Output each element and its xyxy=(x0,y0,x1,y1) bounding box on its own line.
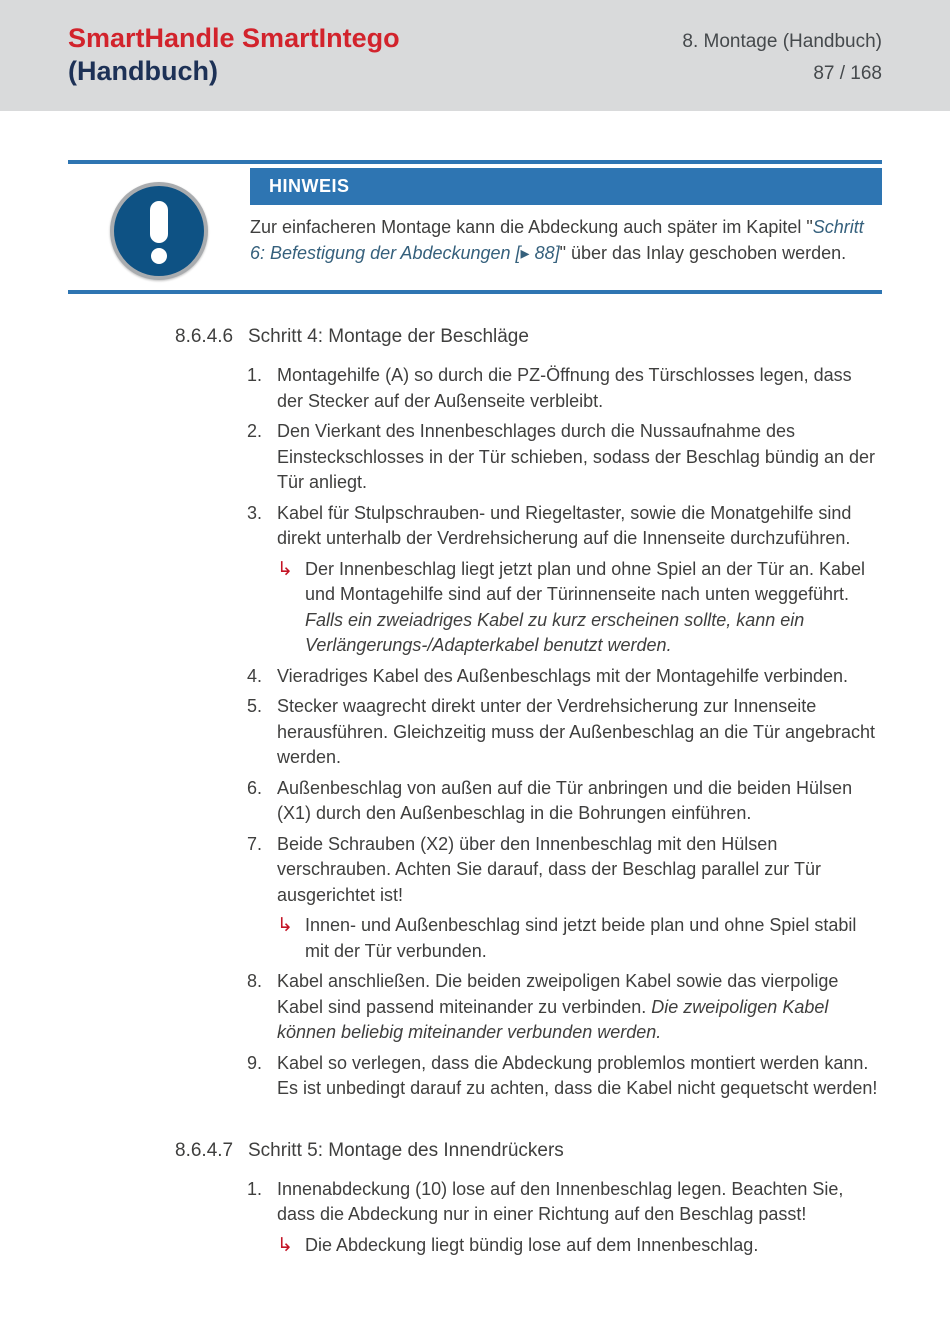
section-8.6.4.6 xyxy=(175,324,882,1102)
step-marker: 5. xyxy=(247,696,263,716)
step-item xyxy=(247,1177,882,1228)
text-run: Kabel so verlegen, dass die Abdeckung problemlos montiert werden kann. Es ist unbedingt darauf zu achten, dass die Kabel nicht gequetscht werden! xyxy=(277,1052,878,1098)
step-marker: 3. xyxy=(247,502,263,523)
step-list xyxy=(247,1177,882,1259)
step-marker: 1. xyxy=(247,1178,263,1199)
notice-title: HINWEIS xyxy=(269,176,350,196)
result-arrow-icon: ↳ xyxy=(277,915,293,936)
text-run: Montagehilfe (A) so durch die PZ-Öffnung des Türschlosses legen, dass der Stecker auf der Außenseite verbleibt. xyxy=(277,365,852,411)
step-list xyxy=(247,363,882,1102)
document-subtitle: (Handbuch) xyxy=(68,56,218,86)
result-text xyxy=(305,913,882,964)
result-note xyxy=(277,1233,882,1259)
notice-text-after: " über das Inlay geschoben werden. xyxy=(559,243,847,263)
step-item xyxy=(247,969,882,1046)
notice-title-bar xyxy=(250,168,882,205)
result-arrow-icon: ↳ xyxy=(277,1234,293,1256)
exclamation-icon xyxy=(110,182,208,280)
page-number: 87 / 168 xyxy=(813,63,882,84)
text-run: Vieradriges Kabel des Außenbeschlags mit der Montagehilfe verbinden. xyxy=(277,665,849,686)
step-marker: 2. xyxy=(247,421,263,441)
result-note xyxy=(277,913,882,964)
step-item xyxy=(247,419,882,496)
italic-text-run: Die zweipoligen Kabel können beliebig miteinander verbunden werden. xyxy=(277,996,829,1042)
chapter-label: 8. Montage (Handbuch) xyxy=(682,31,882,52)
document-title-block xyxy=(68,22,400,111)
step-text xyxy=(277,501,882,552)
section-title: Schritt 5: Montage des Innendrückers xyxy=(248,1139,564,1161)
step-text xyxy=(277,664,882,690)
notice-text-before: Zur einfacheren Montage kann die Abdeckung auch später im Kapitel " xyxy=(250,217,813,237)
text-run: Der Innenbeschlag liegt jetzt plan und ohne Spiel an der Tür an. Kabel und Montagehilfe sind auf der Türinnenseite nach unten weggeführt. xyxy=(305,558,866,604)
step-item xyxy=(247,1051,882,1102)
header-meta xyxy=(682,22,882,111)
text-run: Beide Schrauben (X2) über den Innenbeschlag mit den Hülsen verschrauben. Achten Sie darauf, dass der Beschlag parallel zur Tür ausgerichtet ist! xyxy=(277,833,821,905)
step-text xyxy=(277,1177,882,1228)
section-heading xyxy=(175,324,882,349)
page-header xyxy=(0,0,950,111)
section-8.6.4.7 xyxy=(175,1138,882,1259)
document-content xyxy=(175,324,882,1258)
notice-box xyxy=(68,160,882,294)
text-run: Die Abdeckung liegt bündig lose auf dem Innenbeschlag. xyxy=(305,1234,759,1255)
step-text xyxy=(277,776,882,827)
step-marker: 7. xyxy=(247,833,263,854)
step-item xyxy=(247,501,882,552)
text-run: Stecker waagrecht direkt unter der Verdrehsicherung zur Innenseite herausführen. Gleichzeitig muss der Außenbeschlag an die Tür angebracht werden. xyxy=(277,696,876,767)
notice-icon-column xyxy=(68,168,250,280)
document-title: SmartHandle SmartIntego xyxy=(68,23,400,53)
text-run: Kabel anschließen. Die beiden zweipoligen Kabel sowie das vierpolige Kabel sind passend miteinander zu verbinden. xyxy=(277,971,839,1017)
result-text xyxy=(305,557,882,659)
text-run: Innen- und Außenbeschlag sind jetzt beide plan und ohne Spiel stabil mit der Tür verbunden. xyxy=(305,915,857,961)
step-marker: 8. xyxy=(247,971,263,991)
step-text xyxy=(277,969,882,1046)
step-marker: 6. xyxy=(247,777,263,798)
notice-text xyxy=(250,214,882,266)
step-text xyxy=(277,363,882,414)
step-marker: 4. xyxy=(247,665,263,686)
text-run: Innenabdeckung (10) lose auf den Innenbeschlag legen. Beachten Sie, dass die Abdeckung nur in einer Richtung auf den Beschlag passt! xyxy=(277,1178,844,1224)
italic-text-run: Falls ein zweiadriges Kabel zu kurz erscheinen sollte, kann ein Verlängerungs-/Adapterkabel benutzt werden. xyxy=(305,609,805,655)
text-run: Außenbeschlag von außen auf die Tür anbringen und die beiden Hülsen (X1) durch den Außenbeschlag in die Bohrungen einführen. xyxy=(277,777,853,823)
step-text xyxy=(277,419,882,496)
step-item xyxy=(247,363,882,414)
notice-body xyxy=(250,168,882,280)
exclamation-bar xyxy=(150,201,168,243)
section-number: 8.6.4.7 xyxy=(175,1139,234,1161)
text-run: Kabel für Stulpschrauben- und Riegeltaster, sowie die Monatgehilfe sind direkt unterhalb der Verdrehsicherung auf die Innenseite durchzuführen. xyxy=(277,502,852,548)
exclamation-dot xyxy=(151,248,167,264)
step-item xyxy=(247,694,882,771)
step-text xyxy=(277,1051,882,1102)
notice-cross-reference-link[interactable]: Schritt 6: Befestigung der Abdeckungen [▸ 88] xyxy=(250,217,864,263)
result-arrow-icon: ↳ xyxy=(277,558,293,580)
step-item xyxy=(247,776,882,827)
section-heading xyxy=(175,1138,882,1163)
step-text xyxy=(277,694,882,771)
result-text xyxy=(305,1233,882,1259)
text-run: Den Vierkant des Innenbeschlages durch die Nussaufnahme des Einsteckschlosses in der Tür schieben, sodass der Beschlag bündig an der Tür anliegt. xyxy=(277,421,876,492)
step-marker: 9. xyxy=(247,1052,263,1073)
step-item xyxy=(247,664,882,690)
step-marker: 1. xyxy=(247,365,263,385)
result-note xyxy=(277,557,882,659)
section-number: 8.6.4.6 xyxy=(175,326,234,347)
step-item xyxy=(247,832,882,909)
step-text xyxy=(277,832,882,909)
section-title: Schritt 4: Montage der Beschläge xyxy=(248,326,529,347)
